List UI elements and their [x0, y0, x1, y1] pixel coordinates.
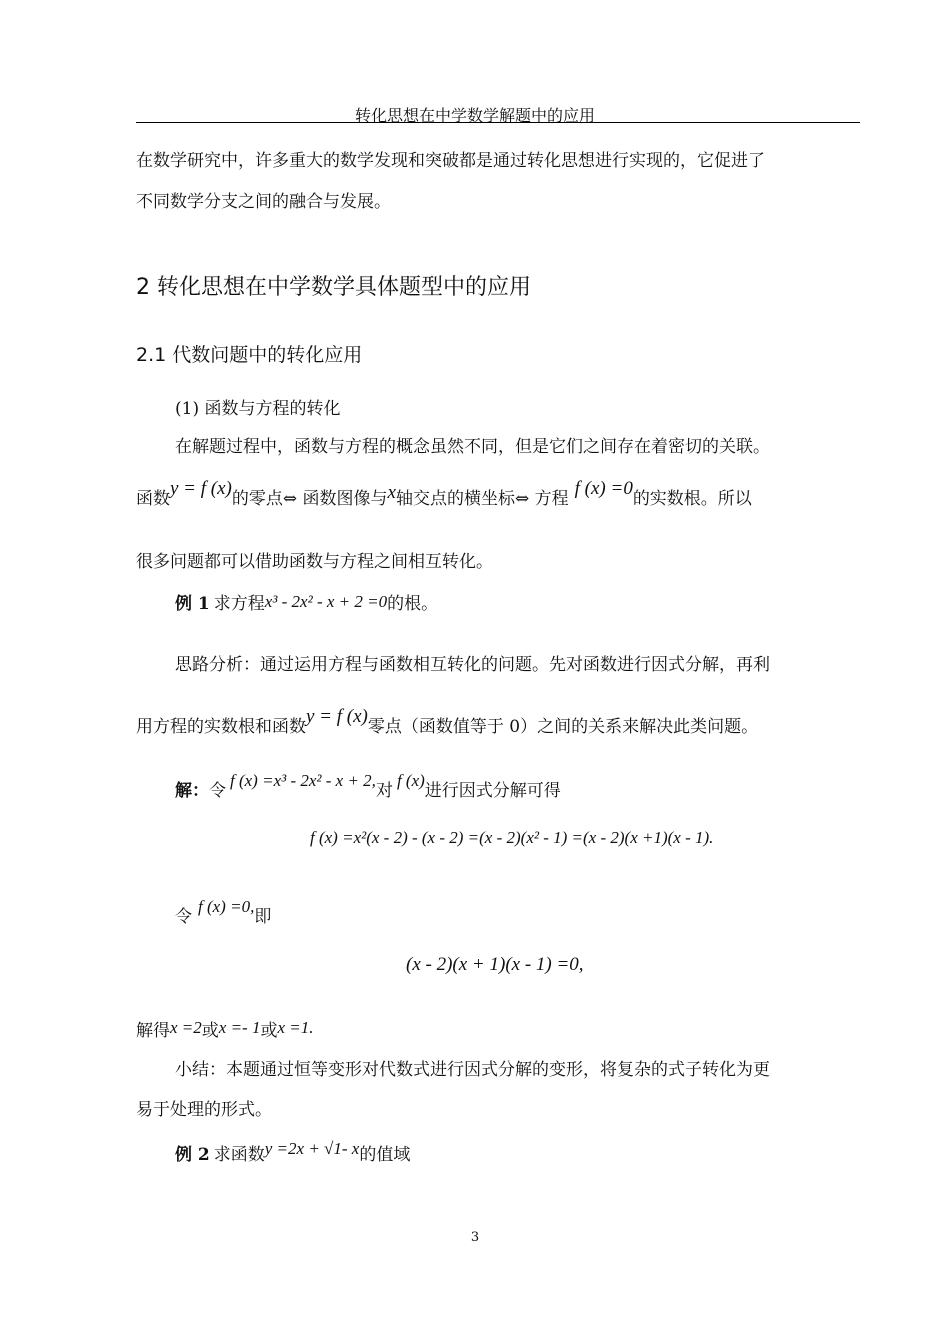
solution-formula-fx-zero: f (x) =0,: [198, 897, 255, 916]
solution-roots: [136, 1016, 314, 1041]
analysis-line-1: 思路分析：通过运用方程与函数相互转化的问题。先对函数进行因式分解，再利: [175, 655, 770, 675]
intro-line-1: 在数学研究中，许多重大的数学发现和突破都是通过转化思想进行实现的，它促进了: [136, 151, 765, 171]
solution-text-b: 对: [375, 781, 393, 801]
running-header: 转化思想在中学数学解题中的应用: [354, 106, 595, 125]
solution-text-f: 解得: [136, 1021, 170, 1041]
analysis-line-2: [136, 706, 759, 738]
para1-text-c: 轴交点的横坐标⇔ 方程: [395, 489, 569, 509]
section-2-1-heading: 2.1 代数问题中的转化应用: [136, 344, 363, 366]
solution-formula-fx-short: f (x): [396, 771, 425, 790]
example-2: [175, 1140, 410, 1165]
example-1-label: 例 1: [175, 594, 210, 614]
root-minus-1: x =- 1: [218, 1018, 261, 1037]
summary-line-2: 易于处理的形式。: [136, 1100, 272, 1120]
solution-formula-fx: f (x) =x³ - 2x² - x + 2,: [230, 771, 376, 790]
summary-line-1: 小结：本题通过恒等变形对代数式进行因式分解的变形，将复杂的式子转化为更: [175, 1060, 770, 1080]
solution-text-g: 或: [201, 1021, 219, 1041]
factored-equation: (x - 2)(x + 1)(x - 1) =0,: [406, 954, 584, 975]
analysis-formula: y = f (x): [306, 706, 368, 727]
solution-text-e: 即: [254, 907, 272, 927]
factorization-equation: f (x) =x²(x - 2) - (x - 2) =(x - 2)(x² - 1) =(x - 2)(x +1)(x - 1).: [310, 828, 714, 847]
example-1-text-b: 的根。: [387, 594, 439, 614]
header-rule: [136, 122, 860, 123]
solution-line-1: [175, 771, 561, 801]
solution-line-3: [175, 897, 272, 927]
example-2-text-a: 求函数: [213, 1145, 265, 1165]
example-2-text-b: 的值域: [359, 1145, 411, 1165]
para1-text-a: 函数: [136, 489, 170, 509]
solution-label: 解：: [175, 781, 209, 801]
subsection-1-title: (1) 函数与方程的转化: [175, 399, 341, 419]
para1-line-3: 很多问题都可以借助函数与方程之间相互转化。: [136, 552, 493, 572]
analysis-text-b: 零点（函数值等于 0）之间的关系来解决此类问题。: [367, 717, 759, 737]
root-1: x =1.: [277, 1018, 314, 1037]
solution-text-a: 令: [209, 781, 226, 801]
example-2-formula: y =2x + √1- x: [264, 1139, 360, 1158]
example-1-text-a: 求方程: [213, 594, 265, 614]
formula-fx-equals-0: f (x) =0: [574, 478, 633, 499]
para1-text-b: 的零点⇔ 函数图像与: [231, 489, 388, 509]
page-number: 3: [470, 1230, 480, 1245]
analysis-text-a: 用方程的实数根和函数: [136, 717, 306, 737]
para1-line-1: 在解题过程中，函数与方程的概念虽然不同，但是它们之间存在着密切的关联。: [175, 437, 770, 457]
root-2: x =2: [170, 1018, 202, 1037]
solution-text-c: 进行因式分解可得: [424, 781, 561, 801]
example-1: [175, 589, 438, 614]
para1-line-2: [136, 478, 752, 510]
para1-text-d: 的实数根。所以: [632, 489, 752, 509]
section-2-heading: 2 转化思想在中学数学具体题型中的应用: [136, 275, 531, 300]
solution-text-h: 或: [260, 1021, 278, 1041]
solution-text-d: 令: [175, 907, 192, 927]
formula-x: x: [387, 482, 396, 503]
formula-y-equals-fx: y = f (x): [170, 478, 232, 499]
example-1-formula: x³ - 2x² - x + 2 =0: [264, 592, 388, 611]
example-2-label: 例 2: [175, 1145, 210, 1165]
intro-line-2: 不同数学分支之间的融合与发展。: [136, 192, 391, 212]
